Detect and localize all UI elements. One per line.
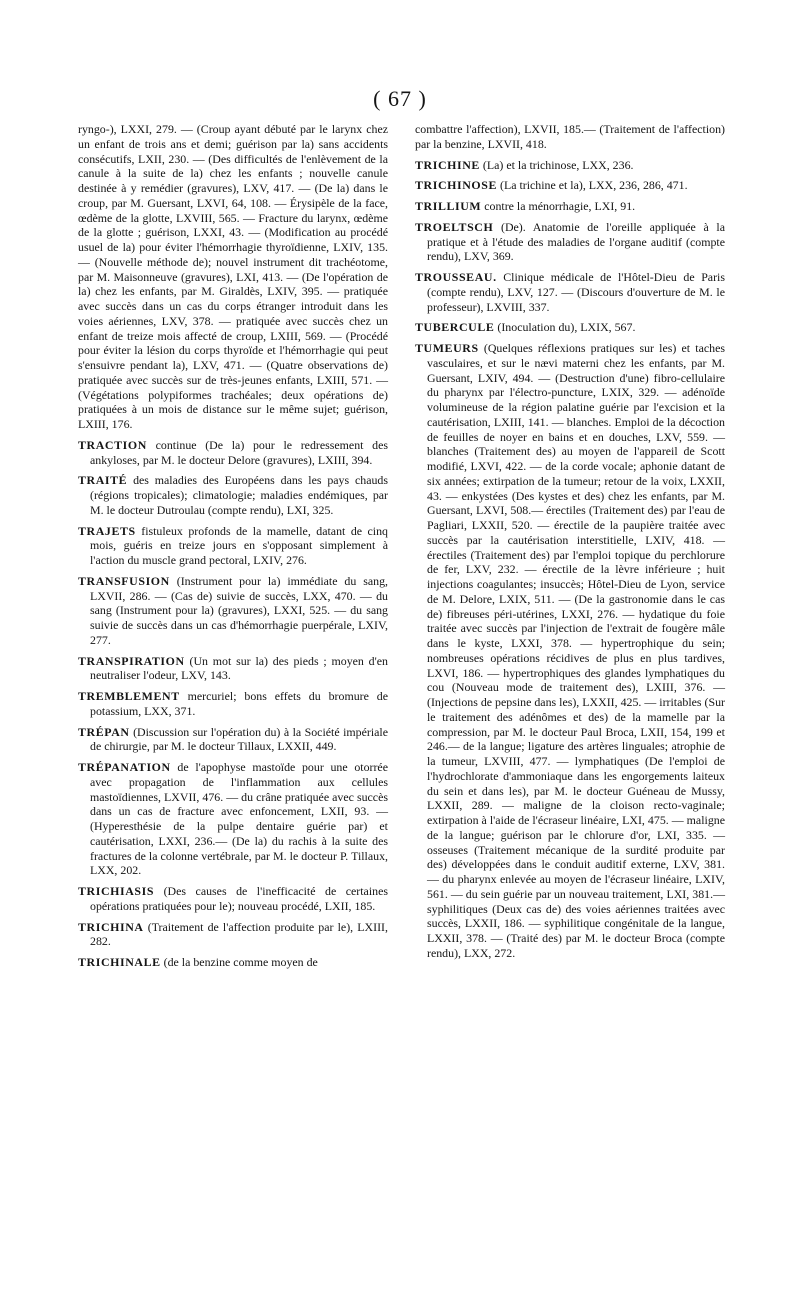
index-entry [78,524,388,568]
entry-text: mercuriel; bons effets du bromure de potassium, LXX, 371. [90,689,388,718]
page-number: ( 67 ) [373,86,427,111]
index-entry [415,320,725,335]
index-entry [78,574,388,648]
entry-text: (Inoculation du), LXIX, 567. [497,320,636,335]
entry-headword: TRACTION [78,437,147,452]
entry-headword: TRICHINALE [78,955,161,969]
index-entry [78,884,388,914]
entry-text: (De). Anatomie de l'oreille appliquée à la pratique et à l'étude des maladies de l'organe auditif (compte rendu), LXV, 369. [427,219,725,264]
entry-text: (Discussion sur l'opération du) à la Société impériale de chirurgie, par M. le docteur Tillaux, LXXII, 449. [90,724,388,754]
entry-headword: TRILLIUM [415,199,482,213]
entry-headword: TROELTSCH [415,219,494,234]
index-entry [78,473,388,517]
entry-text: (Instrument pour la) immédiate du sang, LXVII, 286. — (Cas de) suivie de succès, LXX, 470. — du sang (Instrument pour la) (gravures), LXXI, 525. — du sang suivie de succès dans un cas d'hémorrhagie puerpérale, LXIV, 277. [90,573,388,647]
entry-headword: TRICHINE [415,157,480,172]
index-entry [415,178,725,193]
entry-text: Clinique médicale de l'Hôtel-Dieu de Paris (compte rendu), LXV, 127. — (Discours d'ouverture de M. le professeur), LXVIII, 337. [427,270,725,314]
entry-text: (de la benzine comme moyen de [163,955,318,969]
entry-text: (Traitement de l'affection produite par le), LXIII, 282. [90,919,388,949]
index-entry [78,920,388,950]
entry-headword: TRAJETS [78,523,136,538]
entry-headword: TRICHIASIS [78,884,155,898]
left-column [78,122,388,976]
entry-text: (La trichine et la), LXX, 236, 286, 471. [499,178,688,193]
entry-text: ryngo-), LXXI, 279. — (Croup ayant débuté par le larynx chez un enfant de trois ans et demi; guérison par la) sans accidents consécutifs, LXII, 230. — (Des difficultés de l'enlèvement de la canule à la suite de la) chez les enfants ; nouvelle canule destinée à y remédier (gravures), LXV, 417. — (De la) dans le croup, par M. Guersant, LXVI, 64, 108. — Érysipèle de la face, œdème de la glotte, LXVIII, 565. — Fracture du larynx, œdème de la glotte ; guérison, LXXI, 43. — (Modification au procédé usuel de la) pour éviter l'hémorrhagie thyroïdienne, LXIV, 135. — (Nouvelle méthode de); nouvel instrument dit trachéotome, par M. Maisonneuve (gravures), LXI, 413. — (De l'opération de la) chez les enfants, par M. Giraldès, LXIV, 395. — pratiquée avec succès dans un cas du corps étranger introduit dans les voies aériennes, LXV, 378. — pratiquée avec succès chez un enfant de treize mois affecté de croup, LXIII, 569. — (Procédé pour éviter la lésion du corps thyroïde et l'hémorrhagie qui peut s'ensuivre pendant la), LXV, 471. — (Quatre observations de) pratiquée avec succès sur de très-jeunes enfants, LXIII, 571. — (Végétations polypiformes trachéales; deux opérations de) pratiquées à un mois de distance sur le même sujet; guérison, LXIII, 176. [78,122,388,431]
entry-headword: TUBERCULE [415,320,495,335]
index-entry [78,760,388,878]
entry-text: (Des causes de l'inefficacité de certaines opérations pratiquées pour le); nouveau procédé, LXII, 185. [90,884,388,913]
entry-text: contre la ménorrhagie, LXI, 91. [484,199,636,213]
index-entry [415,199,725,214]
entry-headword: TRANSPIRATION [78,653,185,668]
index-entry [78,689,388,719]
entry-headword: TUMEURS [415,341,479,355]
index-entry [78,122,388,432]
entry-text: fistuleux profonds de la mamelle, datant de cinq mois, guéris en treize jours en s'opposant simplement à l'action du muscle grand pectoral, LXIV, 276. [90,523,388,567]
index-entry [415,270,725,314]
entry-text: (Quelques réflexions pratiques sur les) et taches vasculaires, et sur le nævi materni chez les enfants, par M. Guersant, LXIV, 494. — (Destruction d'une) fibro-cellulaire du pharynx par l'électro-puncture, LXIX, 329. — adénoïde volumineuse de la région palatine guérie par l'excision et la cautérisation, LXIII, 141. — blanches. Emploi de la décoction de feuilles de noyer en bains et en douches, LXV, 559. — blanches (Traitement des) au moyen de l'appareil de Scott modifié, LXVI, 422. — de la corde vocale; aphonie datant de six années; extirpation de la tumeur; retour de la voix, LXXII, 43. — enkystées (Des kystes et des) chez les enfants, par M. Guersant, LXVI, 508.— érectiles (Traitement des) par l'eau de Pagliari, LXXII, 520. — érectile de la paupière traitée avec succès par la cautérisation interstitielle, LXIV, 418. — érectiles (Traitement des) par l'emploi topique du perchlorure de fer, LXV, 232. — érectile de la lèvre inférieure ; huit injections coagulantes; insuccès; Hôtel-Dieu de Lyon, service de M. Delore, LXIX, 511. — (De la gastronomie dans le cas de) fibreuses péri-utérines, LXXI, 276. — hydatique du foie traitée avec succès par l'injection de l'extrait de fougère mâle dans le kyste, LXXI, 378. — hypertrophique du sein; nombreuses opérations récidives de plus en plus tardives, LXVI, 186. — hypertrophiques des glandes lymphatiques du cou (Nouveau mode de traitement des), LXIII, 376. — (Injections de pepsine dans les), LXXII, 425. — irritables (Sur le traitement des adénômes et des) de la mamelle par la compression, par M. le docteur Paul Broca, LXII, 154, 199 et 246.— de la langue; ligature des artères linguales; atrophie de la tumeur, LXVIII, 477. — lymphatiques (De l'emploi de l'hydrochlorate d'ammoniaque dans les engorgements laiteux du sein et dans les), par M. le docteur Guéneau de Mussy, LXXII, 289. — maligne de la cloison recto-vaginale; extirpation à l'aide de l'écraseur linéaire, LXI, 475. — maligne de la langue; guérison par le chlorure d'or, LXI, 335. — osseuses (Traitement mécanique de la surdité produite par des) développées dans le conduit auditif externe, LXV, 381. — du pharynx enlevée au moyen de l'écraseur linéaire, LXIV, 561. — du sein guérie par un nouveau traitement, LXI, 381.—syphilitiques (Deux cas de) des voies aériennes traitées avec succès, LXXII, 186. — syphilitique congénitale de la langue, LXXII, 378. — (Traité des) par M. le docteur Broca (compte rendu), LXX, 272. [427,341,726,960]
entry-text: (La) et la trichinose, LXX, 236. [482,157,634,172]
entry-headword: TRANSFUSION [78,573,170,588]
index-entry [78,955,388,970]
index-entry [78,725,388,755]
entry-headword: TRÉPANATION [78,760,171,774]
entry-text: continue (De la) pour le redressement des ankyloses, par M. le docteur Delore (gravures), LXIII, 394. [90,437,388,467]
entry-headword: TRÉPAN [78,724,130,739]
index-entry [78,438,388,468]
entry-headword: TRICHINOSE [415,178,497,193]
entry-text: des maladies des Européens dans les pays chauds (régions tropicales); climatologie; maladies endémiques, par M. le docteur Dutroulau (compte rendu), LXI, 325. [90,473,388,517]
index-entry [415,122,725,152]
entry-text: de l'apophyse mastoïde pour une otorrée avec propagation de l'inflammation aux cellules mastoïdiennes, LXVII, 476. — du crâne pratiquée avec succès dans un cas de fracture avec enfoncement, LXII, 93. — (Hyperesthésie de la pulpe dentaire guérie par) et cautérisation, LXXI, 236.— (De la) du rachis à la suite des fractures de la colonne vertébrale, par M. le docteur P. Tillaux, LXX, 202. [90,760,388,878]
index-entry [415,158,725,173]
index-entry [415,341,725,961]
entry-text: (Un mot sur la) des pieds ; moyen d'en neutraliser l'odeur, LXV, 143. [90,653,388,683]
entry-headword: TRAITÉ [78,473,128,488]
right-column [415,122,725,967]
entry-headword: TROUSSEAU. [415,270,497,284]
entry-headword: TRICHINA [78,919,144,934]
index-entry [78,654,388,684]
entry-headword: TREMBLEMENT [78,689,180,703]
entry-text: combattre l'affection), LXVII, 185.— (Traitement de l'affection) par la benzine, LXVII, 418. [415,122,725,151]
index-entry [415,220,725,264]
